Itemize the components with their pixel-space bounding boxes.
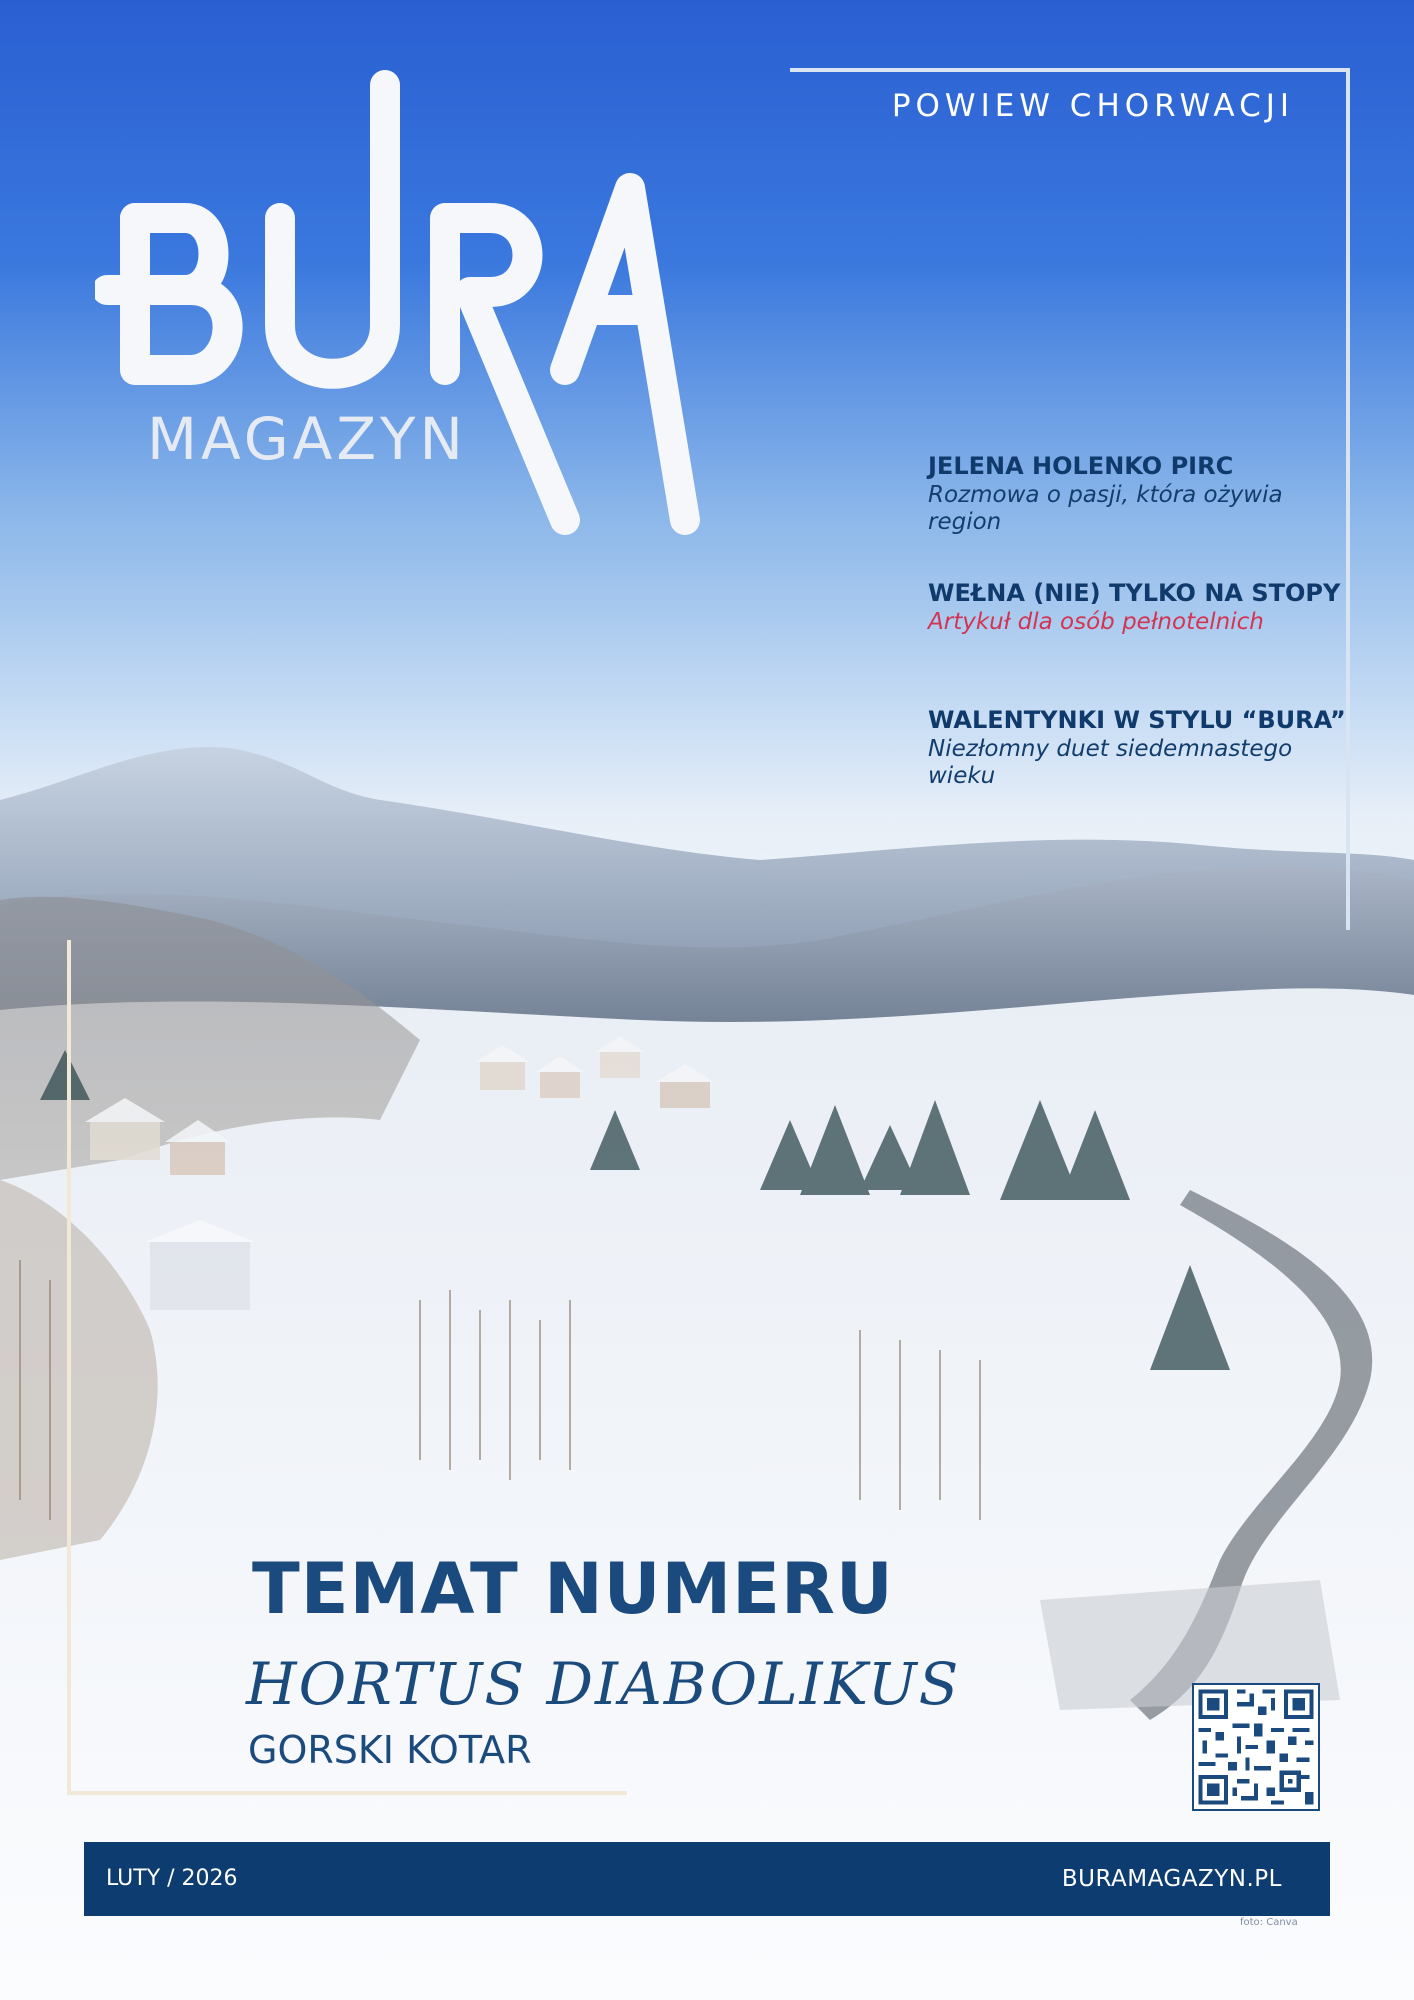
cover-story-title: JELENA HOLENKO PIRC (928, 452, 1234, 480)
frame-line-top (790, 68, 1350, 72)
cover-story[interactable] (928, 577, 1348, 636)
feature-label: TEMAT NUMERU (252, 1548, 894, 1630)
frame-line-bottom (67, 1791, 627, 1795)
masthead-tagline: POWIEW CHORWACJI (891, 88, 1294, 124)
website-link[interactable]: BURAMAGAZYN.PL (1061, 1866, 1282, 1892)
masthead-subtitle: MAGAZYN (147, 405, 467, 473)
cover-story-subtitle: Artykuł dla osób pełnotelnich (928, 609, 1264, 635)
cover-story[interactable] (928, 450, 1348, 536)
cover-story-title: WEŁNA (NIE) TYLKO NA STOPY (928, 579, 1341, 607)
frame-line-left (67, 940, 71, 1795)
cover-story-title: WALENTYNKI W STYLU “BURA” (928, 706, 1346, 734)
photo-credit: foto: Canva (1240, 1917, 1298, 1928)
qr-code-icon[interactable] (1192, 1683, 1320, 1811)
feature-subtitle: GORSKI KOTAR (248, 1728, 532, 1772)
issue-date: LUTY / 2026 (106, 1866, 238, 1891)
cover-story[interactable] (928, 704, 1348, 790)
feature-title: HORTUS DIABOLIKUS (246, 1650, 961, 1718)
cover-story-subtitle: Rozmowa o pasji, która ożywia region (928, 482, 1283, 535)
cover-story-subtitle: Niezłomny duet siedemnastego wieku (928, 736, 1293, 789)
